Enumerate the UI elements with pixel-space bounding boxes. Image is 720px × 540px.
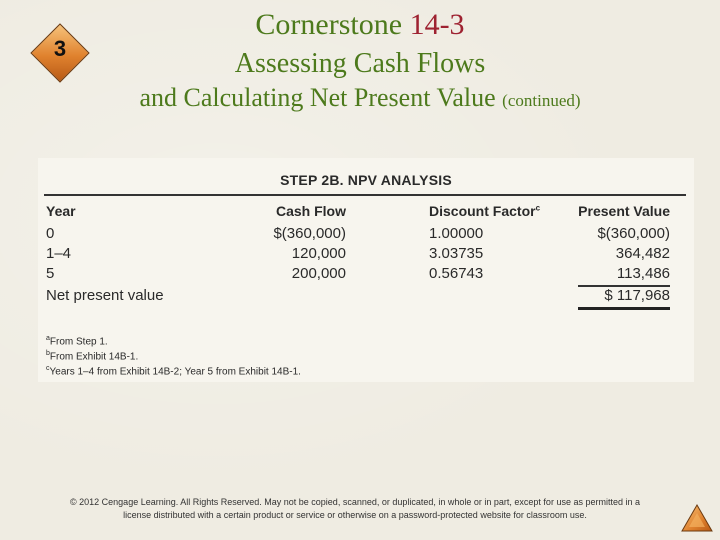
header-present-value: Present Value <box>578 203 670 219</box>
footnote <box>46 350 138 362</box>
row-discount-factor: 0.56743 <box>429 265 484 282</box>
footnote-text: Years 1–4 from Exhibit 14B-2; Year 5 from Exhibit 14B-1. <box>49 366 301 378</box>
header-year: Year <box>46 203 76 219</box>
row-cash-flow: 200,000 <box>291 265 346 282</box>
row-year: 1–4 <box>46 245 72 262</box>
footnote-mark: b <box>46 350 50 357</box>
footnote-mark: a <box>46 335 50 342</box>
footnote <box>46 365 301 377</box>
npv-table-panel <box>38 158 694 382</box>
title-number: 14-3 <box>409 8 465 41</box>
chapter-number: 3 <box>53 36 67 61</box>
footnote <box>46 335 108 347</box>
subtitle-line2 <box>0 82 720 117</box>
slide-title <box>0 8 720 117</box>
row-discount-factor: 1.00000 <box>429 225 484 242</box>
row-year: 0 <box>46 225 55 242</box>
row-discount-factor: 3.03735 <box>429 245 484 262</box>
row-cash-flow: 120,000 <box>291 245 346 262</box>
footnote-text: From Exhibit 14B-1. <box>49 351 139 363</box>
copyright-line1: © 2012 Cengage Learning. All Rights Reserved. May not be copied, scanned, or duplicated, in whole or in part, except for use as permitted in a <box>70 497 640 507</box>
header-discount-factor-label: Discount Factor <box>429 203 536 219</box>
table-top-rule <box>44 194 686 196</box>
title-prefix: Cornerstone <box>255 8 410 41</box>
copyright-footer <box>20 496 690 522</box>
row-present-value: 364,482 <box>615 245 670 262</box>
copyright-line2: license distributed with a certain product or service or otherwise on a password-protected website for classroom use. <box>123 510 587 520</box>
footnote-text: From Step 1. <box>49 336 108 348</box>
header-discount-factor <box>429 203 540 219</box>
title-cornerstone <box>0 8 720 42</box>
total-value: $ 117,968 <box>604 287 670 304</box>
triangle-nav-icon[interactable] <box>680 503 714 533</box>
header-discount-factor-sup: c <box>535 203 541 213</box>
subtitle: Assessing Cash Flows <box>234 48 486 79</box>
footnote-mark: c <box>46 365 50 372</box>
total-label: Net present value <box>46 287 164 304</box>
row-cash-flow: $(360,000) <box>273 225 346 242</box>
subtitle-main: and Calculating Net Present Value <box>139 83 503 112</box>
total-double-rule <box>578 307 670 310</box>
row-year: 5 <box>46 265 55 282</box>
row-present-value: 113,486 <box>616 265 670 282</box>
header-cash-flow: Cash Flow <box>275 203 346 219</box>
table-title: STEP 2B. NPV ANALYSIS <box>280 172 452 188</box>
subtitle-continued: (continued) <box>502 91 581 110</box>
row-present-value: $(360,000) <box>597 225 670 242</box>
